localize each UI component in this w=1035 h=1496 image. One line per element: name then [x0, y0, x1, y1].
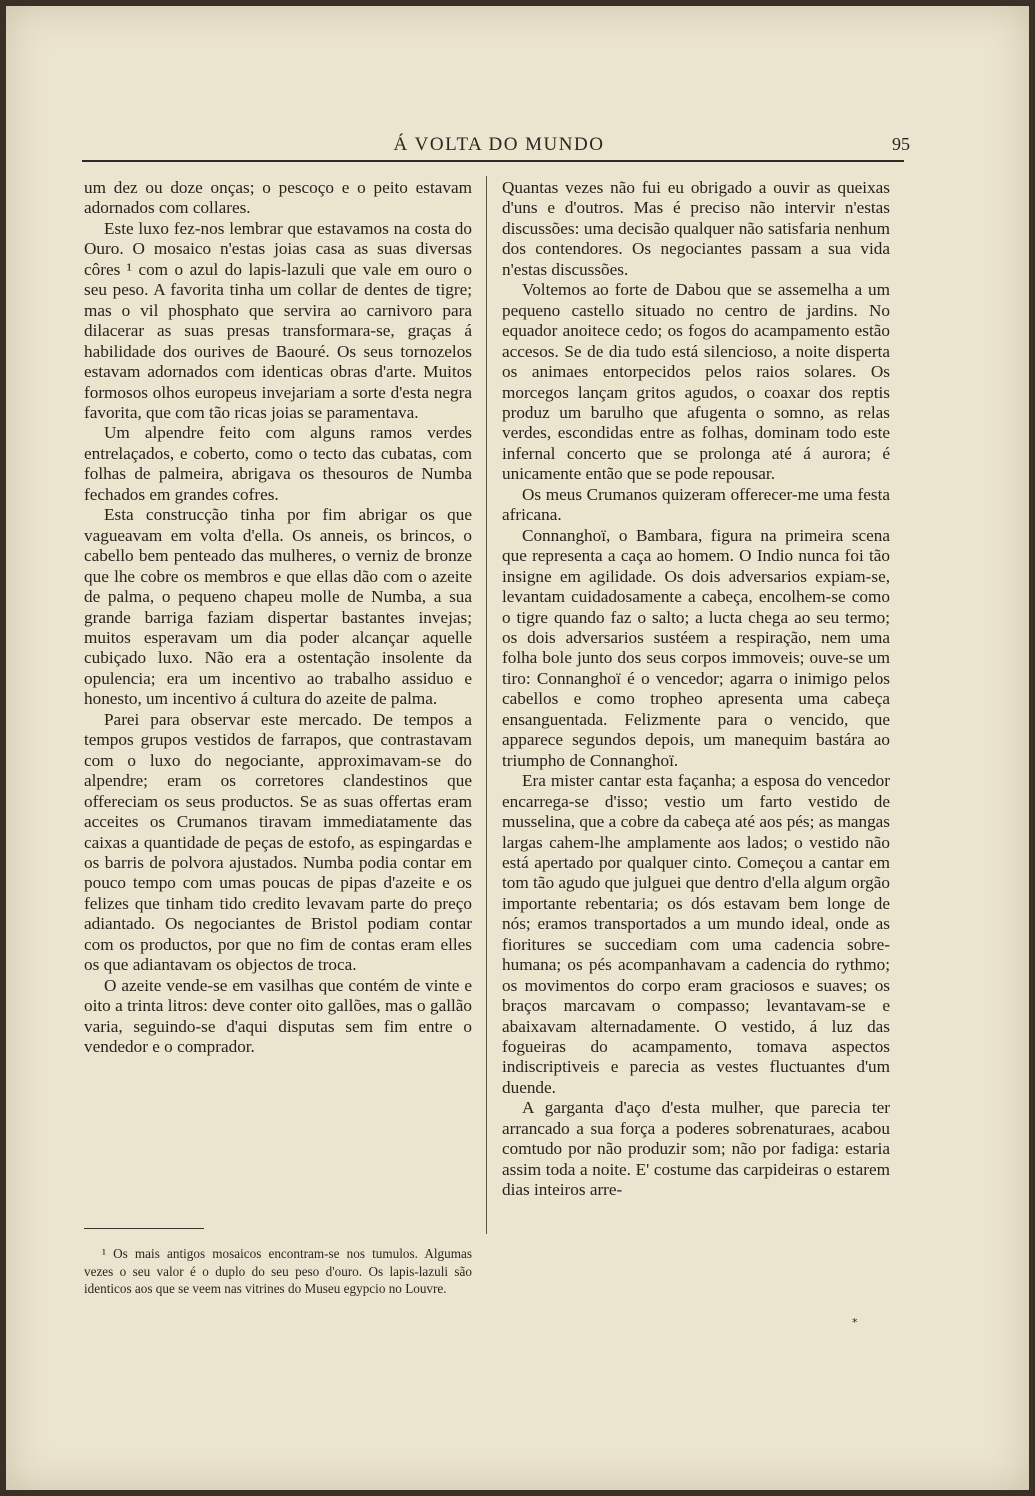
footnote-text: ¹ Os mais antigos mosaicos encontram-se nos tumulos. Algumas vezes o seu valor é o duplo do seu peso d'ouro. Os lapis-lazuli são identicos aos que se veem nas vitrines do Museu egypcio no Louvre. — [84, 1246, 472, 1297]
paragraph: Connanghoï, o Bambara, figura na primeira scena que representa a caça ao homem. O Indio nunca foi tão insigne em agilidade. Os dois adversarios expiam-se, levantam cuidadosamente a cabeça, encolhem-se como o tigre quando faz o salto; a lucta chega ao seu termo; os dois adversarios sustéem a respiração, nem uma folha bole junto dos seus corpos immoveis; ouve-se um tiro: Connanghoï é o vencedor; agarra o inimigo pelos cabellos e como tropheo apresenta uma cabeça ensanguentada. Felizmente para o vencido, que apparece segundos depois, um manequim bastára ao triumpho de Connanghoï. — [502, 525, 890, 770]
paragraph: Voltemos ao forte de Dabou que se assemelha a um pequeno castello situado no centro de jardins. No equador anoitece cedo; os fogos do acampamento estão accesos. Se de dia tudo está silencioso, a noite disperta os animaes entorpecidos pelos raios solares. Os morcegos lançam gritos agudos, o coaxar dos reptis produz um barulho que afugenta o somno, as relas verdes, escondidas entre as folhas, dominam todo este infernal concerto que se prolonga até á aurora; é unicamente então que se pode repousar. — [502, 280, 890, 484]
page-number: 95 — [892, 134, 910, 154]
column-divider — [486, 176, 487, 1234]
paragraph: Esta construcção tinha por fim abrigar os que vagueavam em volta d'ella. Os anneis, os brincos, o cabello bem penteado das mulheres, o verniz de bronze que lhe cobre os membros e que ellas dão com o azeite de palma, o pequeno chapeu molle de Numba, a sua grande barriga faziam dispertar bastantes invejas; muitos esperavam um dia poder alcançar aquelle cubiçado luxo. Não era a ostentação insolente da opulencia; era um incentivo ao trabalho assiduo e honesto, um incentivo á cultura do azeite de palma. — [84, 505, 472, 709]
paragraph: A garganta d'aço d'esta mulher, que parecia ter arrancado a sua força a poderes sobrenaturaes, acabou comtudo por não produzir som; não por fadiga: estaria assim toda a noite. E' costume das carpideiras o estarem dias inteiros arre- — [502, 1098, 890, 1200]
paragraph: Parei para observar este mercado. De tempos a tempos grupos vestidos de farrapos, que contrastavam com o luxo do negociante, approximavam-se do alpendre; eram os corretores clandestinos que offereciam os seus productos. Se as suas offertas eram acceites os Crumanos tiravam immediatamente das caixas a quantidade de peças de estofo, as espingardas e os barris de polvora ajustados. Numba podia contar em pouco tempo com umas poucas de pipas d'azeite e os felizes que tinham tido credito levavam parte do preço adiantado. Os negociantes de Bristol podiam contar com os productos, por que no fim de contas eram elles os que adiantavam os objectos de troca. — [84, 709, 472, 975]
signature-mark: * — [852, 1316, 858, 1329]
page-header — [88, 134, 910, 158]
paragraph: Um alpendre feito com alguns ramos verdes entrelaçados, e coberto, como o tecto das cubatas, com folhas de palmeira, abrigava os thesouros de Numba fechados em grandes cofres. — [84, 423, 472, 504]
header-rule — [82, 160, 904, 162]
paragraph: Era mister cantar esta façanha; a esposa do vencedor encarrega-se d'isso; vestio um farto vestido de musselina, que a cobre da cabeça até aos pés; as mangas largas cahem-lhe amplamente aos lados; o vestido não está apertado por qualquer cinto. Começou a cantar em tom tão agudo que julguei que dentro d'ella algum orgão importante rebentaria; os dós estavam bem longe de nós; eramos transportados a um mundo ideal, onde as fioritures se succediam com uma cadencia sobre-humana; os pés acompanhavam a cadencia do rythmo; os movimentos do corpo eram graciosos e suaves; os braços marcavam o compasso; levantavam-se e abaixavam alternadamente. O vestido, á luz das fogueiras do acampamento, tomava aspectos indiscriptiveis e parecia as vestes fluctuantes d'um duende. — [502, 771, 890, 1097]
running-title: Á VOLTA DO MUNDO — [393, 134, 605, 155]
left-column — [84, 178, 472, 1057]
paragraph: um dez ou doze onças; o pescoço e o peito estavam adornados com collares. — [84, 178, 472, 218]
paragraph: Este luxo fez-nos lembrar que estavamos na costa do Ouro. O mosaico n'estas joias casa as suas diversas côres ¹ com o azul do lapis-lazuli que vale em ouro o seu peso. A favorita tinha um collar de dentes de tigre; mas o vil phosphato que servira ao carnivoro para dilacerar as suas presas transformara-se, graças á habilidade dos ourives de Baouré. Os seus tornozelos estavam adornados com identicas obras d'arte. Muitos formosos olhos europeus invejariam a sorte d'esta negra favorita, que com tão ricas joias se paramentava. — [84, 218, 472, 422]
footnote — [84, 1245, 472, 1298]
paragraph: Os meus Crumanos quizeram offerecer-me uma festa africana. — [502, 484, 890, 525]
paragraph: Quantas vezes não fui eu obrigado a ouvir as queixas d'uns e d'outros. Mas é preciso não intervir n'estas discussões: uma decisão qualquer não satisfaria nenhum dos contendores. Os negociantes passam a sua vida n'estas discussões. — [502, 178, 890, 279]
right-column — [502, 178, 890, 1201]
paragraph: O azeite vende-se em vasilhas que contém de vinte e oito a trinta litros: deve conter oito gallões, mas o gallão varia, seguindo-se d'aqui disputas sem fim entre o vendedor e o comprador. — [84, 975, 472, 1057]
footnote-rule — [84, 1228, 204, 1229]
